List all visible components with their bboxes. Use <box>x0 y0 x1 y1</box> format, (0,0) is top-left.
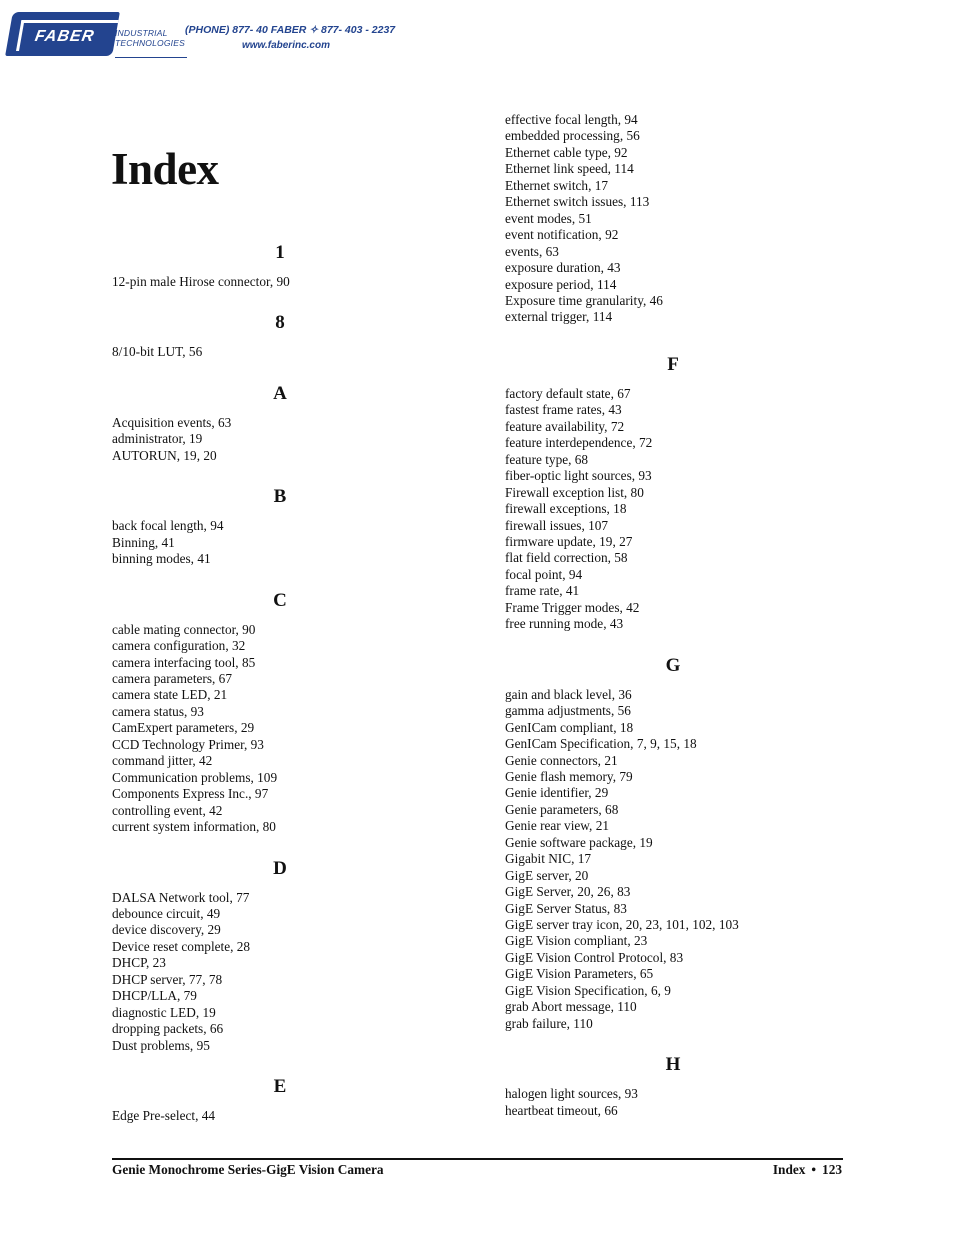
index-entry: firewall issues, 107 <box>505 517 609 533</box>
index-entry: exposure period, 114 <box>505 276 617 292</box>
index-entry: administrator, 19 <box>112 431 203 447</box>
index-entry: CamExpert parameters, 29 <box>112 720 255 736</box>
index-letter-heading: 8 <box>275 312 285 334</box>
index-entry: DHCP, 23 <box>112 955 166 971</box>
index-entry: gain and black level, 36 <box>505 686 632 702</box>
index-entry: Genie software package, 19 <box>505 834 653 850</box>
index-entry-list <box>112 890 452 1055</box>
index-entry: fiber-optic light sources, 93 <box>505 468 652 484</box>
index-entry: event modes, 51 <box>505 210 592 226</box>
index-entry: firewall exceptions, 18 <box>505 501 627 517</box>
index-entry-list <box>112 622 452 836</box>
index-entry-list <box>505 386 845 633</box>
index-entry: free running mode, 43 <box>505 616 624 632</box>
index-entry: camera configuration, 32 <box>112 638 246 654</box>
index-entry: GigE Vision compliant, 23 <box>505 933 648 949</box>
company-logo <box>9 12 185 58</box>
logo-subtitle-line-2: TECHNOLOGIES <box>115 38 185 48</box>
index-entry: binning modes, 41 <box>112 551 211 567</box>
section-spacer <box>505 633 845 653</box>
index-entry: 12-pin male Hirose connector, 90 <box>112 274 290 289</box>
index-entry: Genie rear view, 21 <box>505 818 609 834</box>
footer-bullet: • <box>811 1162 817 1177</box>
index-entry: events, 63 <box>505 243 559 259</box>
index-entry: Gigabit NIC, 17 <box>505 851 592 867</box>
index-entry: GigE Vision Control Protocol, 83 <box>505 949 684 965</box>
index-letter-heading: F <box>667 353 679 375</box>
index-entry-list <box>505 1086 845 1119</box>
index-entry: Genie parameters, 68 <box>505 801 619 817</box>
logo-subtitle <box>115 28 185 48</box>
index-entry: Dust problems, 95 <box>112 1037 210 1053</box>
index-entry: Frame Trigger modes, 42 <box>505 599 640 615</box>
index-entry: DALSA Network tool, 77 <box>112 889 250 905</box>
index-entry: feature type, 68 <box>505 451 589 467</box>
page-title: Index <box>111 144 219 194</box>
index-entry: exposure duration, 43 <box>505 260 621 276</box>
index-entry: event notification, 92 <box>505 227 619 243</box>
website-link[interactable]: www.faberinc.com <box>242 40 330 51</box>
index-entry: camera parameters, 67 <box>112 670 232 686</box>
index-entry: CCD Technology Primer, 93 <box>112 736 264 752</box>
index-entry: Firewall exception list, 80 <box>505 484 644 500</box>
section-spacer <box>112 1054 452 1074</box>
index-entry: frame rate, 41 <box>505 583 580 599</box>
footer-page-number: 123 <box>822 1162 842 1177</box>
index-entry: 8/10-bit LUT, 56 <box>112 344 203 360</box>
index-entry: embedded processing, 56 <box>505 128 640 144</box>
index-entry: camera state LED, 21 <box>112 687 228 703</box>
index-entry: Genie flash memory, 79 <box>505 768 633 784</box>
index-entry: GigE server, 20 <box>505 867 589 883</box>
index-entry: GigE Vision Specification, 6, 9 <box>505 982 671 998</box>
index-entry-list <box>112 344 452 360</box>
index-entry-list <box>112 415 452 464</box>
index-entry: back focal length, 94 <box>112 518 224 534</box>
index-entry: DHCP server, 77, 78 <box>112 971 223 987</box>
index-entry: GigE Server Status, 83 <box>505 900 627 916</box>
index-letter-heading: E <box>273 1076 287 1098</box>
index-letter-heading: H <box>665 1054 681 1076</box>
phone-numbers: (PHONE) 877- 40 FABER ✧ 877- 403 - 2237 <box>185 24 396 36</box>
index-entry: focal point, 94 <box>505 566 583 582</box>
index-entry: GigE Server, 20, 26, 83 <box>505 884 631 900</box>
section-spacer <box>112 290 452 310</box>
index-letter-heading: 1 <box>275 242 285 263</box>
index-entry: Components Express Inc., 97 <box>112 786 269 802</box>
footer-document-title: Genie Monochrome Series-GigE Vision Camera <box>112 1162 384 1177</box>
index-entry: flat field correction, 58 <box>505 550 628 566</box>
contact-info <box>185 22 395 54</box>
index-column-left <box>112 240 452 1125</box>
section-spacer <box>112 568 452 588</box>
footer-rule <box>112 1158 843 1160</box>
index-continuation-list <box>505 112 845 326</box>
logo-text: FABER <box>33 28 96 45</box>
index-entry: factory default state, 67 <box>505 385 631 401</box>
index-entry: GigE server tray icon, 20, 23, 101, 102, 103 <box>505 917 739 933</box>
index-entry: GenICam Specification, 7, 9, 15, 18 <box>505 736 697 752</box>
index-entry: Communication problems, 109 <box>112 769 278 785</box>
index-entry: fastest frame rates, 43 <box>505 402 622 418</box>
index-entry-list <box>112 1108 452 1124</box>
index-entry: Ethernet switch issues, 113 <box>505 194 650 210</box>
footer-section-name: Index <box>772 1162 806 1177</box>
index-entry: halogen light sources, 93 <box>505 1086 638 1102</box>
index-entry: device discovery, 29 <box>112 922 221 938</box>
index-entry: effective focal length, 94 <box>505 112 638 127</box>
index-entry: heartbeat timeout, 66 <box>505 1102 618 1118</box>
index-entry-list <box>112 274 452 290</box>
index-entry: Ethernet switch, 17 <box>505 177 609 193</box>
index-entry: debounce circuit, 49 <box>112 905 221 921</box>
index-entry: diagnostic LED, 19 <box>112 1004 216 1020</box>
index-entry: Edge Pre-select, 44 <box>112 1108 216 1124</box>
index-entry: Exposure time granularity, 46 <box>505 292 663 308</box>
index-entry: Binning, 41 <box>112 534 175 550</box>
index-entry-list <box>112 518 452 567</box>
section-spacer <box>112 361 452 381</box>
index-letter-heading: C <box>273 589 287 611</box>
index-letter-heading: G <box>665 654 681 676</box>
index-entry: Acquisition events, 63 <box>112 414 232 430</box>
section-spacer <box>112 464 452 484</box>
index-entry: feature availability, 72 <box>505 418 625 434</box>
logo-subtitle-line-1: INDUSTRIAL <box>115 28 168 38</box>
section-spacer <box>505 332 845 352</box>
footer-page-info <box>773 1162 842 1178</box>
index-entry: Genie identifier, 29 <box>505 785 609 801</box>
index-entry: AUTORUN, 19, 20 <box>112 447 217 463</box>
index-entry: Device reset complete, 28 <box>112 938 251 954</box>
index-entry: firmware update, 19, 27 <box>505 533 633 549</box>
index-entry: dropping packets, 66 <box>112 1021 224 1037</box>
index-entry: Ethernet link speed, 114 <box>505 161 634 177</box>
index-entry: cable mating connector, 90 <box>112 621 256 637</box>
index-entry: Genie connectors, 21 <box>505 752 618 768</box>
section-spacer <box>505 1032 845 1052</box>
index-entry: current system information, 80 <box>112 819 276 835</box>
index-entry: feature interdependence, 72 <box>505 435 653 451</box>
index-entry: grab Abort message, 110 <box>505 999 637 1015</box>
index-entry: GigE Vision Parameters, 65 <box>505 966 654 982</box>
index-entry: command jitter, 42 <box>112 753 213 769</box>
index-entry: gamma adjustments, 56 <box>505 703 631 719</box>
index-column-right <box>505 112 845 1119</box>
index-entry-list <box>505 687 845 1033</box>
index-letter-heading: D <box>273 857 287 879</box>
index-entry: external trigger, 114 <box>505 309 613 325</box>
index-entry: DHCP/LLA, 79 <box>112 988 197 1004</box>
index-entry: camera interfacing tool, 85 <box>112 654 256 670</box>
index-letter-heading: A <box>273 382 287 404</box>
index-entry: camera status, 93 <box>112 703 204 719</box>
index-entry: controlling event, 42 <box>112 802 223 818</box>
index-entry: Ethernet cable type, 92 <box>505 144 628 160</box>
index-entry: GenICam compliant, 18 <box>505 719 634 735</box>
section-spacer <box>112 836 452 856</box>
index-letter-heading: B <box>273 486 287 508</box>
index-entry: grab failure, 110 <box>505 1015 593 1031</box>
logo-underline <box>115 57 187 58</box>
